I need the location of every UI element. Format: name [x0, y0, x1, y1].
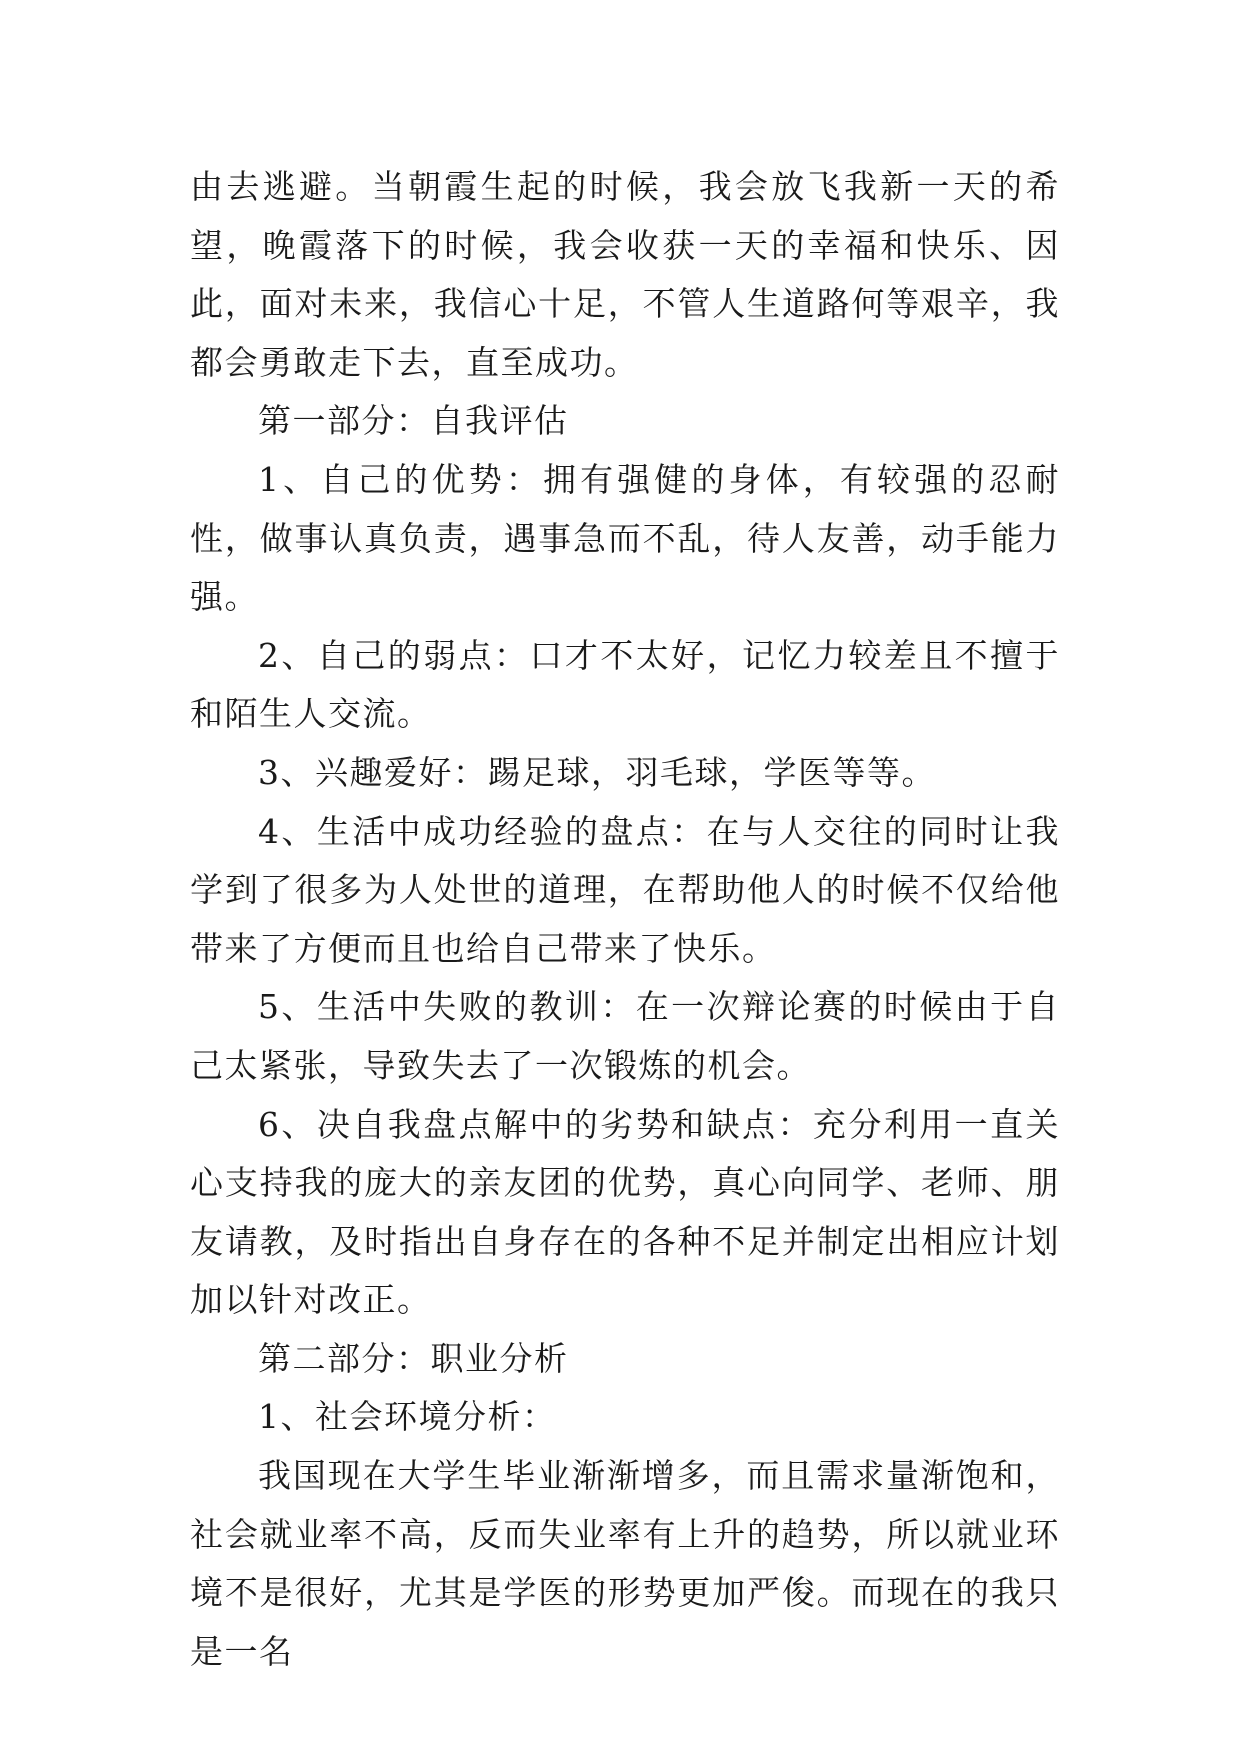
paragraph-strengths: 1、自己的优势：拥有强健的身体，有较强的忍耐性，做事认真负责，遇事急而不乱，待人友善，动手能力强。: [190, 459, 1060, 617]
paragraph-improvement-plan: 6、决自我盘点解中的劣势和缺点：充分利用一直关心支持我的庞大的亲友团的优势，真心向同学、老师、朋友请教，及时指出自身存在的各种不足并制定出相应计划加以针对改正。: [190, 1104, 1060, 1320]
paragraph-weaknesses: 2、自己的弱点：口才不太好，记忆力较差且不擅于和陌生人交流。: [190, 635, 1060, 734]
section-heading-self-assessment: 第一部分：自我评估: [258, 401, 569, 441]
paragraph-hobbies: 3、兴趣爱好：踢足球，羽毛球，学医等等。: [258, 752, 936, 792]
paragraph-failure-lesson: 5、生活中失败的教训：在一次辩论赛的时候由于自己太紧张，导致失去了一次锻炼的机会。: [190, 987, 1060, 1085]
paragraph-success-experience: 4、生活中成功经验的盘点：在与人交往的同时让我学到了很多为人处世的道理，在帮助他人的时候不仅给他带来了方便而且也给自己带来了快乐。: [190, 811, 1060, 968]
section-heading-career-analysis: 第二部分：职业分析: [258, 1338, 569, 1378]
paragraph-intro-continued: 由去逃避。当朝霞生起的时候，我会放飞我新一天的希望，晚霞落下的时候，我会收获一天的幸福和快乐、因此，面对未来，我信心十足，不管人生道路何等艰辛，我都会勇敢走下去，直至成功。: [190, 167, 1060, 382]
paragraph-employment-situation: 我国现在大学生毕业渐渐增多，而且需求量渐饱和，社会就业率不高，反而失业率有上升的趋势，所以就业环境不是很好，尤其是学医的形势更加严俊。而现在的我只是一名: [190, 1456, 1060, 1671]
subheading-social-environment: 1、社会环境分析：: [258, 1397, 557, 1437]
document-body: [190, 158, 1060, 1681]
